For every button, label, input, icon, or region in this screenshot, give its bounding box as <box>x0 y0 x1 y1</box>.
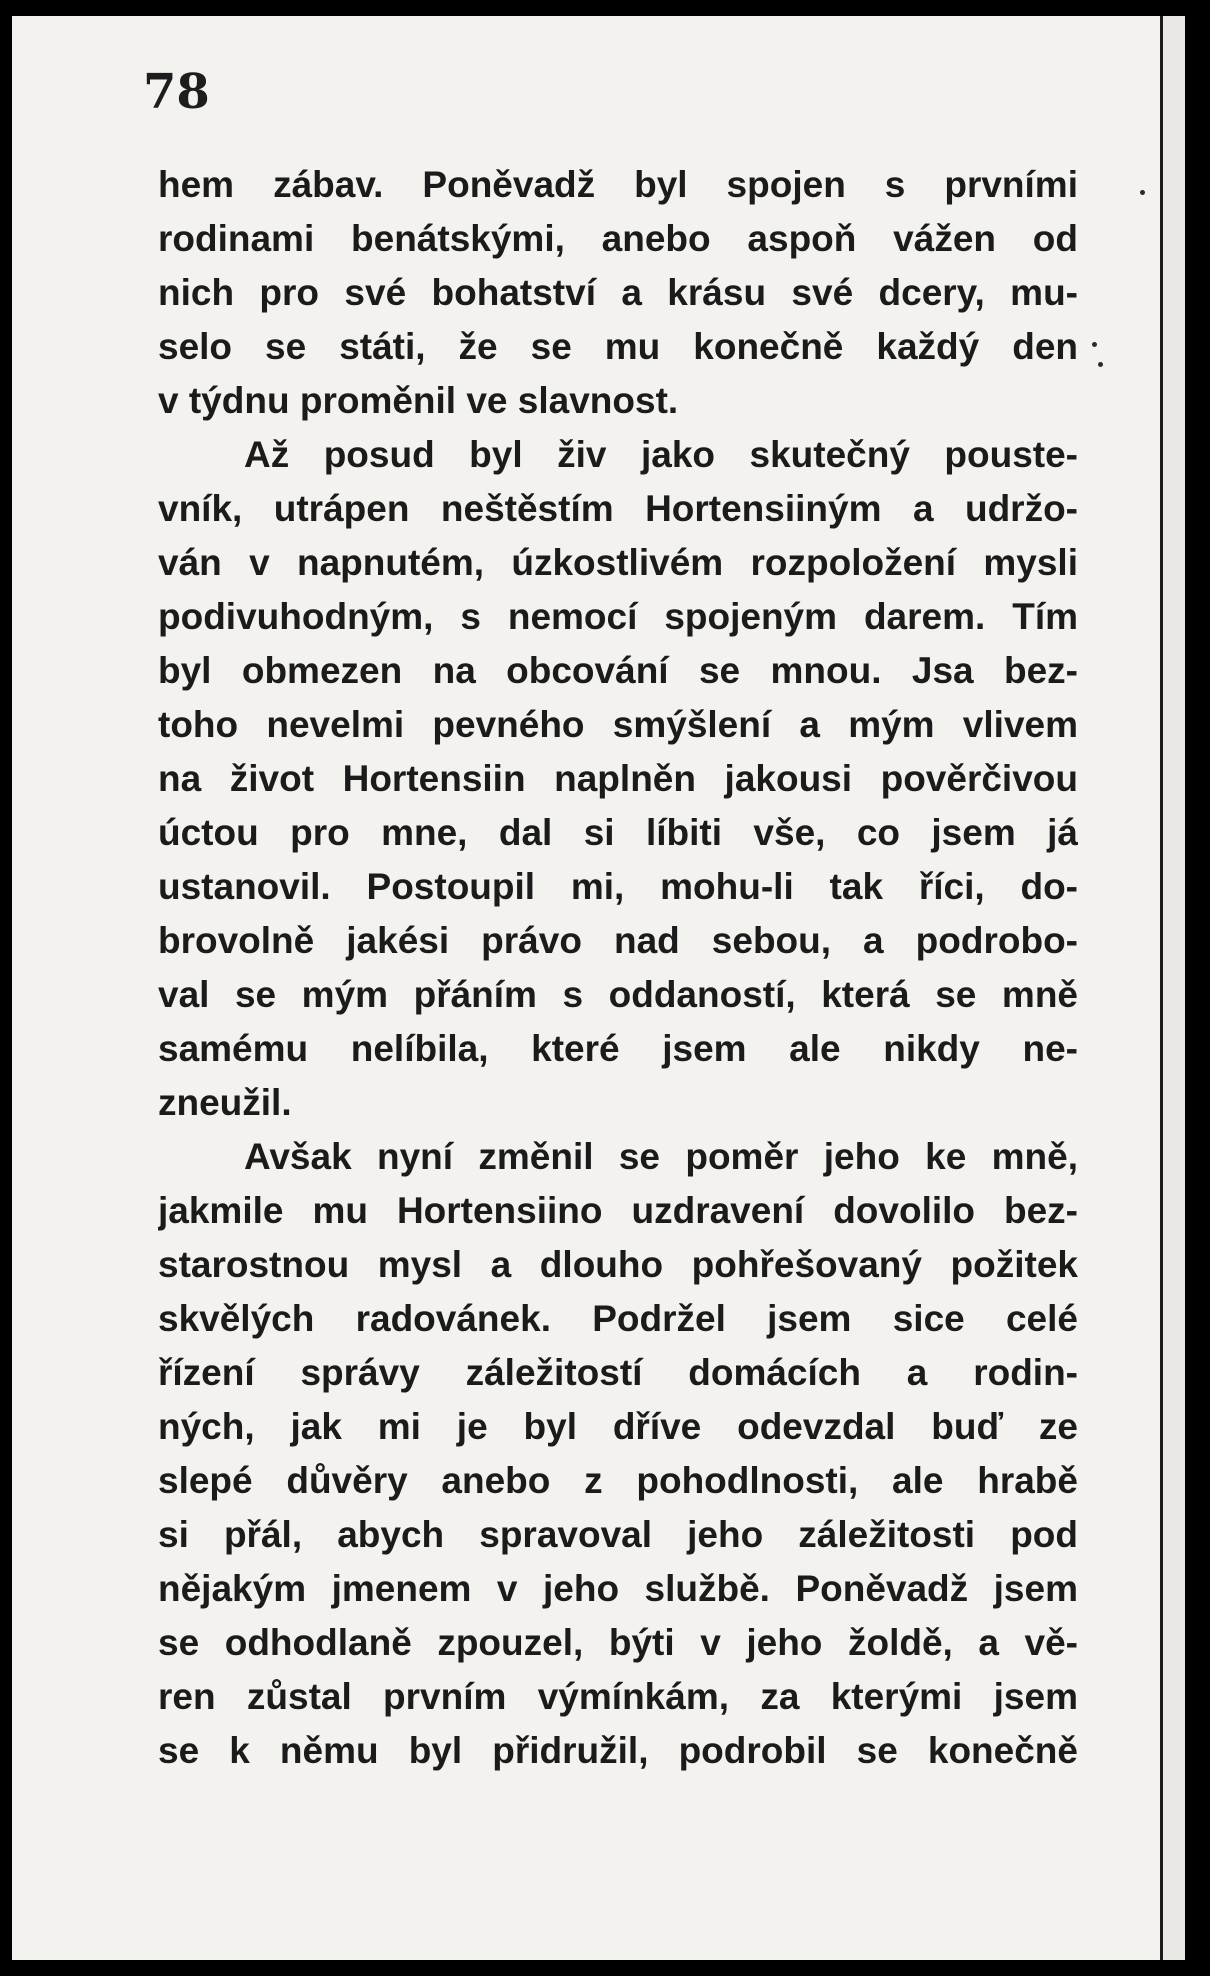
text-line: řízení správy záležitostí domácích a rodin- <box>158 1352 1078 1393</box>
text-line: hem zábav. Poněvadž byl spojen s prvními <box>158 164 1078 205</box>
text-line: val se mým přáním s oddaností, která se mně <box>158 974 1078 1015</box>
text-line: slepé důvěry anebo z pohodlnosti, ale hrabě <box>158 1460 1078 1501</box>
text-line: starostnou mysl a dlouho pohřešovaný požitek <box>158 1244 1078 1285</box>
text-line: se k němu byl přidružil, podrobil se konečně <box>158 1730 1078 1771</box>
next-page-edge <box>1160 16 1185 1960</box>
text-line: nějakým jmenem v jeho službě. Poněvadž jsem <box>158 1568 1078 1609</box>
text-line: Až posud byl živ jako skutečný pouste- <box>244 434 1078 475</box>
text-line: selo se státi, že se mu konečně každý den <box>158 326 1078 367</box>
margin-speck <box>1092 342 1097 347</box>
text-line: brovolně jakési právo nad sebou, a podrobo- <box>158 920 1078 961</box>
text-line: ván v napnutém, úzkostlivém rozpoložení mysli <box>158 542 1078 583</box>
text-line: ustanovil. Postoupil mi, mohu-li tak říci, do- <box>158 866 1078 907</box>
text-line: v týdnu proměnil ve slavnost. <box>158 380 679 421</box>
text-line: si přál, abych spravoval jeho záležitosti pod <box>158 1514 1078 1555</box>
text-line: samému nelíbila, které jsem ale nikdy ne- <box>158 1028 1078 1069</box>
text-line: toho nevelmi pevného smýšlení a mým vlivem <box>158 704 1078 745</box>
text-line: skvělých radovánek. Podržel jsem sice celé <box>158 1298 1078 1339</box>
text-line: úctou pro mne, dal si líbiti vše, co jsem já <box>158 812 1078 853</box>
text-line: nich pro své bohatství a krásu své dcery, mu- <box>158 272 1078 313</box>
paragraph-2 <box>158 428 1078 1130</box>
text-line: ných, jak mi je byl dříve odevzdal buď ze <box>158 1406 1078 1447</box>
text-line: ren zůstal prvním výmínkám, za kterými jsem <box>158 1676 1078 1717</box>
page-number: 78 <box>143 64 210 120</box>
paragraph-3 <box>158 1130 1078 1778</box>
paragraph-1 <box>158 158 1078 428</box>
text-line: jakmile mu Hortensiino uzdravení dovolilo bez- <box>158 1190 1078 1231</box>
text-line: Avšak nyní změnil se poměr jeho ke mně, <box>244 1136 1078 1177</box>
margin-speck <box>1098 362 1103 367</box>
text-line: podivuhodným, s nemocí spojeným darem. Tím <box>158 596 1078 637</box>
text-line: vník, utrápen neštěstím Hortensiiným a udržo- <box>158 488 1078 529</box>
text-line: se odhodlaně zpouzel, býti v jeho žoldě, a vě- <box>158 1622 1078 1663</box>
body-text <box>158 158 1078 1778</box>
text-line: rodinami benátskými, anebo aspoň vážen od <box>158 218 1078 259</box>
text-line: byl obmezen na obcování se mnou. Jsa bez- <box>158 650 1078 691</box>
margin-speck <box>1140 190 1145 195</box>
text-line: zneužil. <box>158 1082 292 1123</box>
text-line: na život Hortensiin naplněn jakousi pověrčivou <box>158 758 1078 799</box>
